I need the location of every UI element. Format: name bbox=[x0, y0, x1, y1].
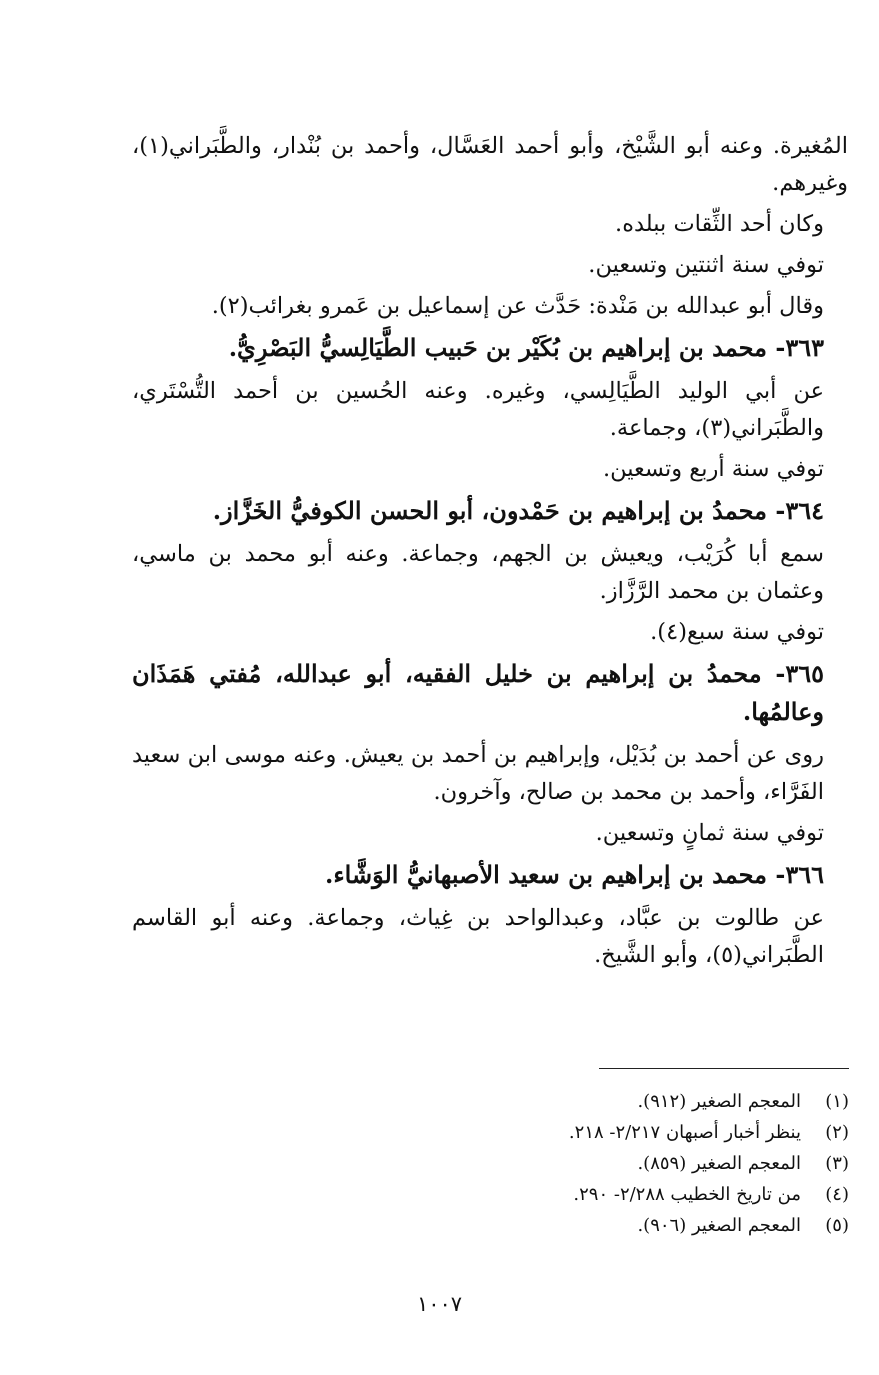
entry-heading-363: ٣٦٣- محمد بن إبراهيم بن بُكَيْر بن حَبيب الطَّيَالِسيُّ البَصْرِيُّ. bbox=[228, 333, 824, 362]
paragraph-8: توفي سنة سبع(٤). bbox=[650, 619, 824, 645]
footnote-item bbox=[149, 1210, 849, 1241]
paragraph-6: توفي سنة أربع وتسعين. bbox=[602, 456, 824, 482]
paragraph-9: روى عن أحمد بن بُدَيْل، وإبراهيم بن أحمد بن يعيش. وعنه موسى ابن سعيد الفَرَّاء، وأحمد بن محمد بن صالح، وآخرون. bbox=[132, 742, 824, 805]
page-body bbox=[132, 128, 848, 978]
footnote-text: المعجم الصغير (٩١٢). bbox=[637, 1091, 801, 1112]
paragraph-10: توفي سنة ثمانٍ وتسعين. bbox=[595, 820, 824, 846]
paragraph-11: عن طالوت بن عبَّاد، وعبدالواحد بن غِياث، وجماعة. وعنه أبو القاسم الطَّبَراني(٥)، وأبو الشَّيخ. bbox=[132, 905, 824, 968]
footnote-text: المعجم الصغير (٩٠٦). bbox=[637, 1215, 801, 1236]
footnote-item bbox=[149, 1117, 849, 1148]
footnote-divider bbox=[599, 1068, 849, 1069]
footnote-item bbox=[149, 1148, 849, 1179]
paragraph-4: وقال أبو عبدالله بن مَنْدة: حَدَّث عن إسماعيل بن عَمرو بغرائب(٢). bbox=[211, 293, 824, 319]
footnotes bbox=[149, 1086, 849, 1241]
footnote-item bbox=[149, 1179, 849, 1210]
page-number: ١٠٠٧ bbox=[416, 1292, 463, 1316]
footnote-number: (٥) bbox=[825, 1215, 849, 1236]
footnote-text: ينظر أخبار أصبهان ٢/٢١٧- ٢١٨. bbox=[568, 1122, 801, 1143]
entry-heading-366: ٣٦٦- محمد بن إبراهيم بن سعيد الأصبهانيُّ الوَشَّاء. bbox=[325, 860, 824, 889]
footnote-number: (٤) bbox=[825, 1184, 849, 1205]
paragraph-7: سمع أبا كُرَيْب، ويعيش بن الجهم، وجماعة. وعنه أبو محمد بن ماسي، وعثمان بن محمد الرَّزَّاز. bbox=[132, 541, 824, 604]
footnote-text: المعجم الصغير (٨٥٩). bbox=[637, 1153, 801, 1174]
main-text bbox=[132, 128, 848, 974]
paragraph-3: توفي سنة اثنتين وتسعين. bbox=[588, 252, 824, 278]
paragraph-5: عن أبي الوليد الطَّيَالِسي، وغيره. وعنه الحُسين بن أحمد التُّسْتَري، والطَّبَراني(٣)، وجماعة. bbox=[132, 378, 824, 441]
entry-heading-364: ٣٦٤- محمدُ بن إبراهيم بن حَمْدون، أبو الحسن الكوفيُّ الخَزَّاز. bbox=[212, 496, 824, 525]
footnote-item bbox=[149, 1086, 849, 1117]
footnote-number: (٢) bbox=[825, 1122, 849, 1143]
footnote-text: من تاريخ الخطيب ٢/٢٨٨- ٢٩٠. bbox=[573, 1184, 801, 1205]
paragraph-2: وكان أحد الثِّقات ببلده. bbox=[615, 211, 824, 237]
footnote-number: (١) bbox=[825, 1091, 849, 1112]
entry-heading-365: ٣٦٥- محمدُ بن إبراهيم بن خليل الفقيه، أبو عبدالله، مُفتي هَمَذَان وعالمُها. bbox=[132, 659, 824, 726]
paragraph-1: المُغيرة. وعنه أبو الشَّيْخ، وأبو أحمد العَسَّال، وأحمد بن بُنْدار، والطَّبَراني(١)، وغيرهم. bbox=[132, 133, 848, 196]
footnote-number: (٣) bbox=[825, 1153, 849, 1174]
